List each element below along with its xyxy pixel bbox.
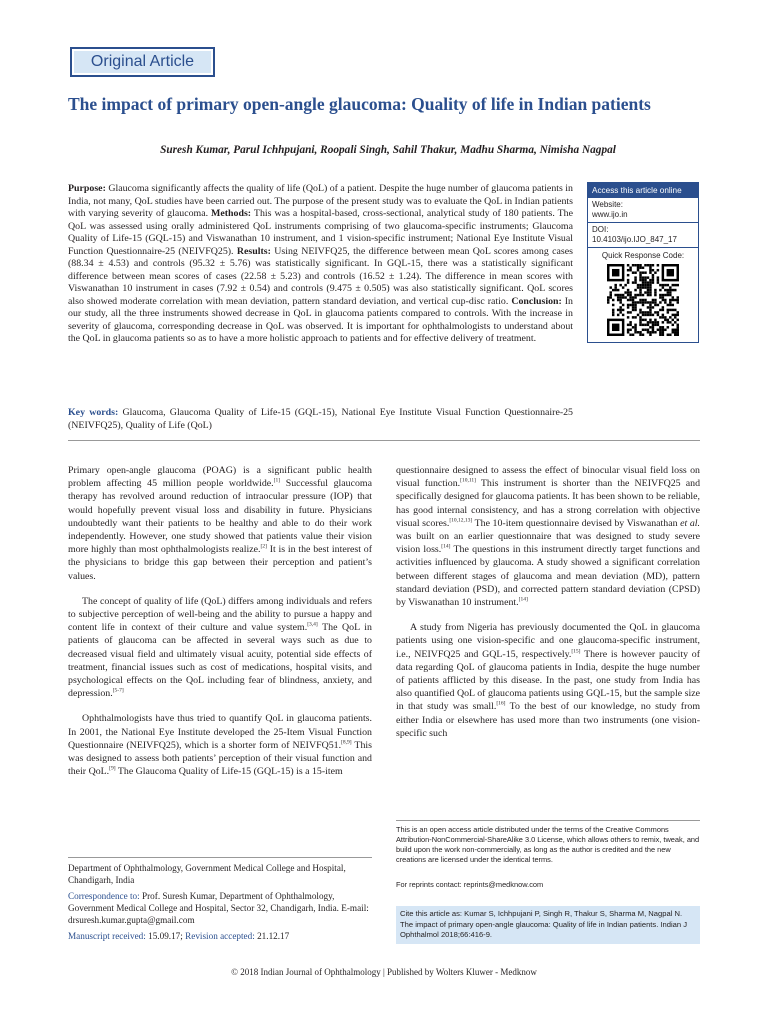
cite-box: Cite this article as: Kumar S, Ichhpujani P, Singh R, Thakur S, Sharma M, Nagpal N. The impact of primary open-angle glaucoma: Quality of life in Indian patients. Indian J Ophthalmol 2018;66:416-9. [396,906,700,944]
access-header: Access this article online [588,183,698,198]
body-paragraph: Primary open-angle glaucoma (POAG) is a significant public health problem affecting 45 million people worldwide.[1] Successful glaucoma therapy has revolved around reduction of intraocular pressure (IOP) that would hopefully prevent visual loss and disability in future. Physicians undoubtedly want their patients to be healthy and able to do their work independently. However, one study showed that patients value their vision more highly than most ophthalmologists realize.[2] It is in the best interest of the physicians to bridge this gap between their perception and patient’s values. [68,465,373,582]
doi-label: DOI: [592,225,609,234]
department: Department of Ophthalmology, Government Medical College and Hospital, Chandigarh, India [68,863,346,885]
doi-link[interactable]: 10.4103/ijo.IJO_847_17 [592,235,677,244]
qr-section [588,248,698,342]
results-label: Results: [236,245,271,257]
keywords [68,406,573,432]
doi-row [588,223,698,248]
article-title: The impact of primary open-angle glaucoma: Quality of life in Indian patients [68,94,651,114]
article-type-tag [70,47,215,77]
body-paragraph: questionnaire designed to assess the effect of binocular visual field loss on visual function.[10,11] This instrument is shorter than the NEIVFQ25 and specifically designed for glaucoma patients. It has been shown to be reliable, has good internal consistency, and has a strong correlation with objective visual scores.[10,12,13] The 10-item questionnaire devised by Viswanathan et al. was built on an earlier questionnaire that was designed to study severe vision loss.[14] The questions in this instrument directly target functions and activities influenced by glaucoma. A study showed a significant correlation between different stages of glaucoma and mean deviation (MD), pattern standard deviation (PSD), and corrected pattern standard deviation (CPSD) by Viswanathan 10 instrument.[14] [396,465,701,609]
purpose-label: Purpose: [68,183,106,194]
body-right-column [396,464,700,752]
qr-label: Quick Response Code: [601,251,685,260]
body-paragraph: Ophthalmologists have thus tried to quantify QoL in glaucoma patients. In 2001, the National Eye Institute developed the 25-Item Visual Function Questionnaire (NEIVFQ25), which is a shorter form of NEIVFQ51.[8,9] This was designed to assess both patients’ perception of their visual function and their QoL.[9] The Glaucoma Quality of Life-15 (GQL-15) is a 15-item [68,713,372,778]
author-list: Suresh Kumar, Parul Ichhpujani, Roopali Singh, Sahil Thakur, Madhu Sharma, Nimisha Nagpal [160,144,616,156]
page-footer: © 2018 Indian Journal of Ophthalmology | Published by Wolters Kluwer - Medknow [231,967,537,977]
keywords-label: Key words: [68,407,119,418]
section-divider [68,440,700,441]
conclusion-text: In our study, all the three instruments showed decrease in QoL in glaucoma patients compared to controls. With the increase in severity of glaucoma, corresponding decrease in QoL was observed. It is important for ophthalmologists to understand about the QoL in glaucoma patients so as to have a more holistic approach to patients and for effective delivery of treatment. [68,295,573,344]
article-type-label: Original Article [74,51,211,73]
abstract [68,183,573,346]
methods-label: Methods: [211,208,252,219]
purpose-text: Glaucoma significantly affects the quality of life (QoL) of a patient. Despite the huge number of glaucoma patients in India, not many, QoL studies have been carried out. The purpose of the present study was to evaluate the QoL in Indian patients with varying severity of glaucoma. [68,183,573,219]
affiliation-block [68,857,372,942]
correspondence: Correspondence to: Prof. Suresh Kumar, Department of Ophthalmology, Government Medical College and Hospital, Sector 32, Chandigarh, India. E-mail: drsuresh.kumar.gupta@gmail.com [68,891,369,925]
open-access-notice: This is an open access article distributed under the terms of the Creative Commons Attribution-NonCommercial-ShareAlike 3.0 License, which allows others to remix, tweak, and build upon the work non-commercially, as long as the author is credited and the new creations are licensed under the identical terms. [396,820,700,865]
body-paragraph: A study from Nigeria has previously documented the QoL in glaucoma patients using one vision-specific and one glaucoma-specific instrument, i.e., NEIVFQ25 and GQL-15, respectively.[15] There is however paucity of data regarding QoL of glaucoma patients in India, despite the huge number of patients afflicted by this disease. In the past, one study from India has also quantified QoL of glaucoma patients using GQL-15, but the sample size in that study was small.[16] To the best of our knowledge, no study from either India or elsewhere has used more than two instruments (one vision-specific such [396,622,701,739]
manuscript-dates: Manuscript received: 15.09.17; Revision accepted: 21.12.17 [68,931,290,941]
qr-code-icon [607,264,679,336]
conclusion-label: Conclusion: [511,295,562,307]
website-label: Website: [592,200,623,209]
keywords-text: Glaucoma, Glaucoma Quality of Life-15 (GQL-15), National Eye Institute Visual Function Questionnaire-25 (NEIVFQ25), Quality of Life (QoL) [68,407,573,431]
website-row [588,198,698,223]
body-paragraph: The concept of quality of life (QoL) differs among individuals and refers to subjective perception of well-being and the ability to pursue a happy and content life in context of their culture and value system.[3,4] The QoL in patients of glaucoma can be affected in several ways such as due to decreased visual field and ultimately visual acuity, potential side effects of treatment, financial issues such as cost of medications, hospital visits, and psychological effects on the QoL including fear of blindness, anxiety, and depression.[5-7] [68,595,372,700]
website-link[interactable]: www.ijo.in [592,210,628,219]
results-text: Using NEIVFQ25, the difference between mean QoL scores among cases (88.34 ± 4.53) and controls (95.32 ± 5.76) was statistically significant. In GQL-15, there was a statistically significant difference between mean scores of cases (22.58 ± 5.23) and controls (16.52 ± 1.24). The difference in mean scores with Viswanathan 10 instrument in cases (7.92 ± 0.54) and controls (9.475 ± 0.505) was also statistically significant. QoL scores also showed moderate correlation with mean deviation, pattern standard deviation, and vertical cup-disc ratio. [68,245,573,307]
body-left-column [68,464,372,790]
reprints-contact: For reprints contact: reprints@medknow.com [396,880,544,889]
access-online-box [587,182,699,343]
methods-text: This was a hospital-based, cross-sectional, analytical study of 180 patients. The QoL was assessed using orally administered QoL instruments comprising of two glaucoma-specific instruments; Glaucoma Quality of Life-15 (GQL-15) and Viswanathan 10 instrument, and 1 vision-specific instrument; National Eye Institute Visual Function Questionnaire-25 (NEIVFQ25). [68,208,573,257]
